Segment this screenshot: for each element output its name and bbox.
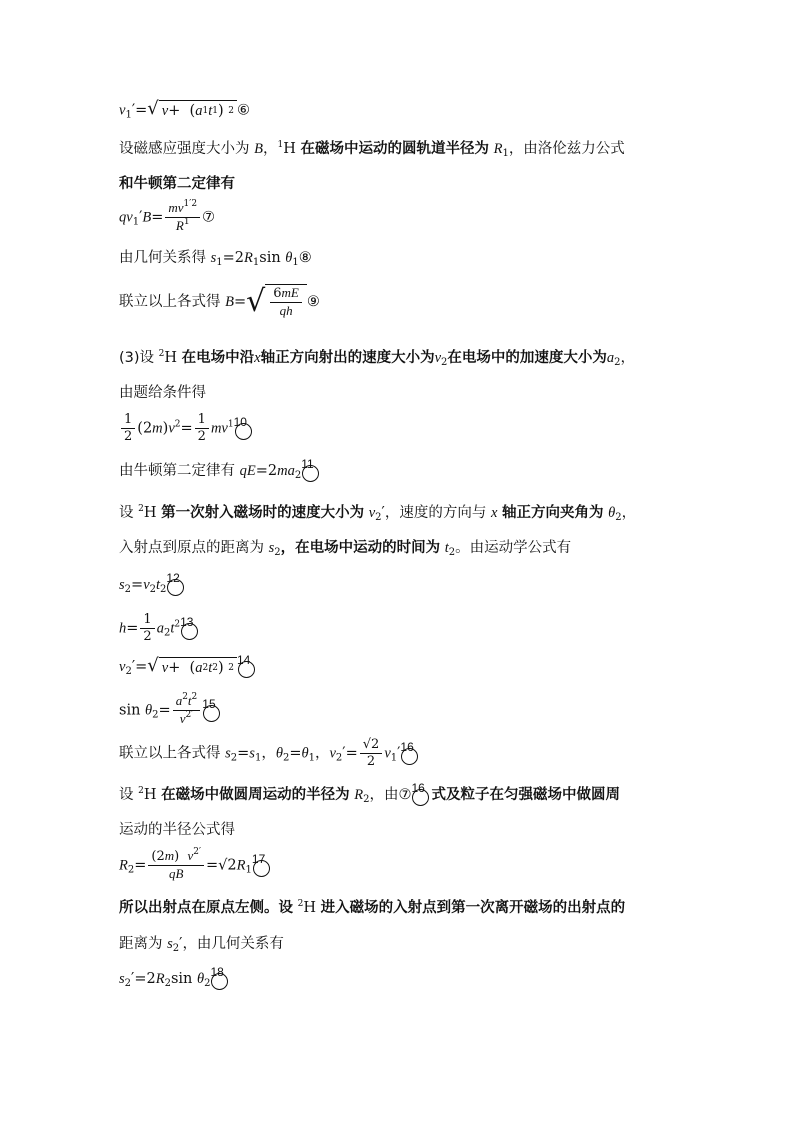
eq-number-10: 10 bbox=[234, 418, 254, 440]
sqrt: √ v + ( a 1 t 1 ) 2 bbox=[147, 100, 237, 121]
equation-s1: 由几何关系得 $s_1=2R_1\sin$ $\theta_1⑧$ bbox=[119, 250, 312, 268]
equation-h: h= $\frac{1}{2}$ $a_2t^2$ 13 bbox=[119, 612, 200, 645]
equation-combined: 联立以上各式得 $s_2=s_1$，$\theta_2=\theta_1$，$v_2'=$ $\frac{√2}{2}$ $v_1'$ 16 bbox=[119, 737, 420, 770]
paragraph-line: (3)设 $^2$H 在电场中沿x轴正方向射出的速度大小为$v_2$在电场中的加速度大小为$a_2$， bbox=[119, 349, 636, 368]
equation-lorentz: $qv_1'B=$ $\frac{mv^{1'2}}{R^1}$ ⑦ bbox=[119, 199, 216, 233]
eq-number-14: 14 bbox=[237, 656, 257, 678]
equation-B: 联立以上各式得 B= √ $\frac{6mE}{qh}$ ⑨ bbox=[119, 284, 320, 319]
equation-energy: $\frac{1}{2}$ $(2m)v^2=$ $\frac{1}{2}$ $mv^1$ 10 bbox=[119, 412, 254, 445]
eq-number-17: 17 bbox=[252, 855, 272, 877]
equation-v2-prime: $v_2'=$ √ v + ( a 2 t 2 ) 2 14 bbox=[119, 656, 257, 678]
equation-s2-prime: $s_2'=2R_2\sin$ $\theta_2$ 18 bbox=[119, 968, 230, 990]
eq-number-15: 15 bbox=[202, 700, 222, 722]
paragraph-line: 运动的半径公式得 bbox=[119, 822, 235, 838]
equation-s2: $s_2=v_2t_2$ 12 bbox=[119, 574, 186, 596]
paragraph-line: 设磁感应强度大小为 B，$^1$H 在磁场中运动的圆轨道半径为 $R_1$，由洛伦兹力公式 bbox=[119, 140, 625, 159]
equation-v1-prime: $v_1'=$ √ v + ( a 1 t 1 ) 2 ⑥ bbox=[119, 98, 250, 121]
equation-newton: 由牛顿第二定律有 $qE=2ma_2$ 11 bbox=[119, 460, 321, 482]
equation-sin-theta2: $\sin \theta_2=$ $\frac{a^2t^2}{v^{2'}}$ 15 bbox=[119, 693, 222, 728]
eq-number-16: 16 bbox=[400, 743, 420, 765]
paragraph-line: 距离为 $s_2'$，由几何关系有 bbox=[119, 936, 284, 954]
eq-number-8: ⑧ bbox=[298, 250, 312, 266]
paragraph-line: 设 $^2$H 第一次射入磁场时的速度大小为 $v_2'$，速度的方向与 x 轴正方向夹角为 $\theta_2$， bbox=[119, 504, 637, 523]
paragraph-line: 入射点到原点的距离为 $s_2$，在电场中运动的时间为 $t_2$。由运动学公式有 bbox=[119, 540, 572, 558]
eq-number-11: 11 bbox=[301, 460, 321, 482]
eq-number-7: ⑦ bbox=[202, 209, 216, 226]
eq-number-18: 18 bbox=[210, 968, 230, 990]
paragraph-line: 由题给条件得 bbox=[119, 385, 206, 401]
eq-number-6: ⑥ bbox=[236, 102, 250, 119]
paragraph-line: 和牛顿第二定律有 bbox=[119, 176, 235, 192]
paragraph-line: 所以出射点在原点左侧。设 $^2$H 进入磁场的入射点到第一次离开磁场的出射点的 bbox=[119, 899, 626, 916]
paragraph-line: 设 $^2$H 在磁场中做圆周运动的半径为 $R_2$，由⑦ 16 式及粒子在匀强磁场中做圆周 bbox=[119, 781, 620, 805]
eq-number-9: ⑨ bbox=[306, 294, 320, 310]
eq-number-13: 13 bbox=[180, 618, 200, 640]
eq-number-12: 12 bbox=[166, 574, 186, 596]
equation-R2: $R_2=$ $\frac{(2m) v^{2'}}{qB}$ $=√2R_1$ 17 bbox=[119, 848, 272, 883]
